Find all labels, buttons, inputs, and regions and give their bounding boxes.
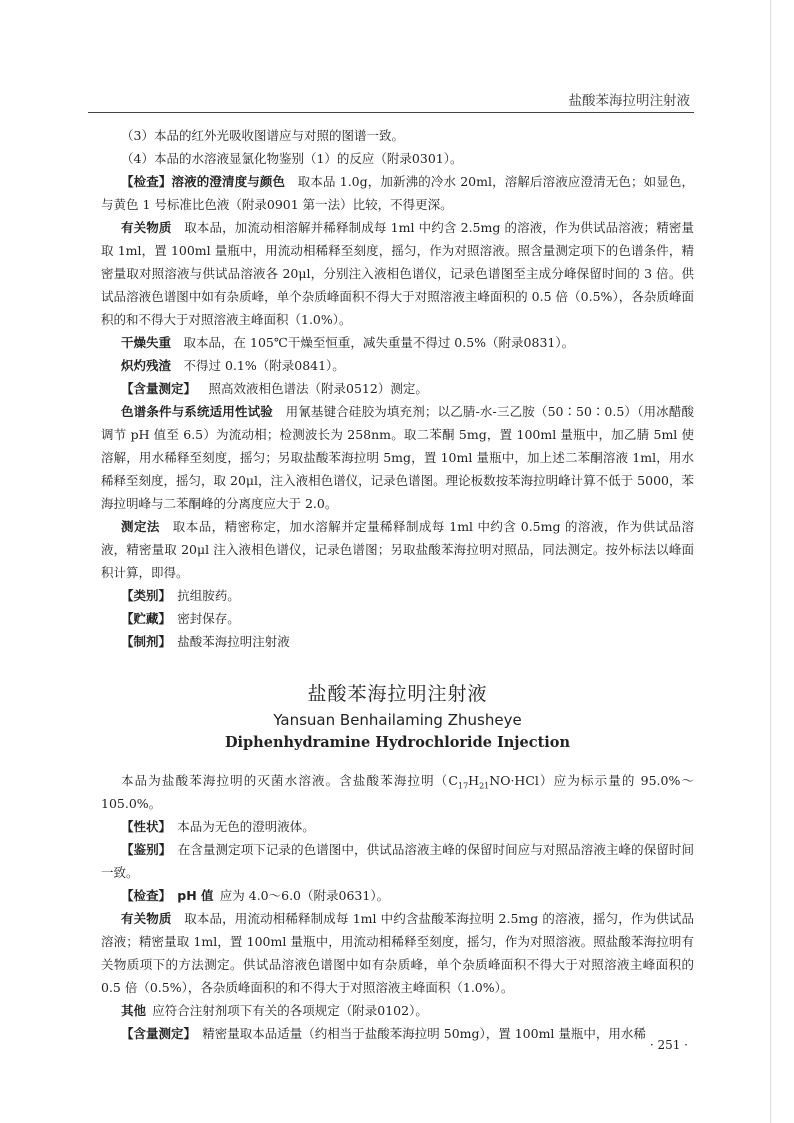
- residue-on-ignition-paragraph: [101, 354, 694, 377]
- method-text: 取本品，精密称定，加水溶解并定量稀释制成每 1ml 中约含 0.5mg 的溶液，作为供试品溶液，精密量取 20μl 注入液相色谱仪，记录色谱图；另取盐酸苯海拉明对照品，同法测定。按外标法以峰面积计算，即得。: [101, 519, 694, 580]
- check-clarity-paragraph: [101, 170, 694, 216]
- dry-heading: 干燥失重: [121, 335, 172, 350]
- monograph-title-chinese: 盐酸苯海拉明注射液: [307, 683, 488, 705]
- ph-paragraph: [101, 884, 694, 907]
- clarity-text: 取本品 1.0g，加新沸的冷水 20ml，溶解后溶液应澄清无色；如显色，与黄色 1 号标准比色液（附录0901 第一法）比较，不得更深。: [101, 174, 694, 212]
- monograph-title-pinyin: Yansuan Benhailaming Zhusheye: [273, 711, 522, 729]
- identification-text: 在含量测定项下记录的色谱图中，供试品溶液主峰的保留时间应与对照品溶液主峰的保留时间一致。: [101, 842, 694, 880]
- section-label-assay-2: 【含量测定】: [121, 1026, 197, 1041]
- storage-paragraph: [101, 607, 694, 630]
- category-text: 抗组胺药。: [177, 588, 240, 603]
- ir-identification-line: （3）本品的红外光吸收图谱应与对照的图谱一致。: [121, 128, 404, 143]
- conditions-text: 用氰基键合硅胶为填充剂；以乙腈-水-三乙胺（50∶50∶0.5）（用冰醋酸调节 pH 值至 6.5）为流动相；检测波长为 258nm。取二苯酮 5mg，置 100ml 量瓶中，加乙腈 5ml 使溶解，用水稀释至刻度，摇匀；另取盐酸苯海拉明 5mg，置 10ml 量瓶中，加上述二苯酮溶液 1ml，用水稀释至刻度，摇匀，取 20μl，注入液相色谱仪，记录色谱图。理论板数按苯海拉明峰计算不低于 5000，苯海拉明峰与二苯酮峰的分离度应大于 2.0。: [101, 404, 694, 511]
- assay-paragraph-2: [101, 1022, 694, 1045]
- section-label-storage: 【贮藏】: [121, 611, 172, 626]
- formula-h-letter: H: [468, 773, 480, 788]
- related-text: 取本品，加流动相溶解并稀释制成每 1ml 中约含 2.5mg 的溶液，作为供试品溶液；精密量取 1ml，置 100ml 量瓶中，用流动相稀释至刻度，摇匀，作为对照溶液。照含量测定项下的色谱条件，精密量取对照溶液与供试品溶液各 20μl，分别注入液相色谱仪，记录色谱图至主成分峰保留时间的 3 倍。供试品溶液色谱图中如有杂质峰，单个杂质峰面积不得大于对照溶液主峰面积的 0.5 倍（0.5%），各杂质峰面积的和不得大于对照溶液主峰面积（1.0%）。: [101, 220, 694, 327]
- monograph-title-block: [101, 679, 694, 755]
- section-label-check: 【检查】: [121, 174, 172, 189]
- related-text-2: 取本品，用流动相稀释制成每 1ml 中约含盐酸苯海拉明 2.5mg 的溶液，摇匀，作为供试品溶液；精密量取 1ml，置 100ml 量瓶中，用流动相稀释至刻度，摇匀，作为对照溶液。照盐酸苯海拉明有关物质项下的方法测定。供试品溶液色谱图中如有杂质峰，单个杂质峰面积不得大于对照溶液主峰面积的 0.5 倍（0.5%），各杂质峰面积的和不得大于对照溶液主峰面积（1.0%）。: [101, 911, 694, 995]
- other-paragraph: [101, 999, 694, 1022]
- clarity-heading: 溶液的澄清度与颜色: [171, 174, 286, 189]
- section-label-character: 【性状】: [121, 819, 172, 834]
- character-text: 本品为无色的澄明液体。: [177, 819, 315, 834]
- ash-heading: 炽灼残渣: [121, 358, 172, 373]
- formula-h-count: 21: [479, 781, 490, 791]
- character-paragraph: [101, 815, 694, 838]
- formula-c-count: 17: [457, 781, 469, 791]
- assay-text-2: 精密量取本品适量（约相当于盐酸苯海拉明 50mg），置 100ml 量瓶中，用水稀: [202, 1026, 646, 1041]
- loss-on-drying-paragraph: [101, 331, 694, 354]
- ash-text: 不得过 0.1%（附录0841）。: [183, 358, 345, 373]
- conditions-heading: 色谱条件与系统适用性试验: [121, 404, 273, 419]
- section-label-assay: 【含量测定】: [121, 381, 197, 396]
- related-substances-paragraph: [101, 216, 694, 331]
- related-heading-2: 有关物质: [121, 911, 172, 926]
- preparation-paragraph: [101, 630, 694, 653]
- related-heading: 有关物质: [121, 220, 172, 235]
- chromatographic-conditions-paragraph: [101, 400, 694, 515]
- category-paragraph: [101, 584, 694, 607]
- method-heading: 测定法: [121, 519, 160, 534]
- storage-text: 密封保存。: [177, 611, 240, 626]
- monograph-title-english: Diphenhydramine Hydrochloride Injection: [224, 734, 571, 751]
- related-substances-paragraph-2: [101, 907, 694, 999]
- ph-text: 应为 4.0～6.0（附录0631）。: [219, 888, 390, 903]
- page-edge-line: [770, 0, 771, 1123]
- intro-text-b: NO·HCl）应为标示量的 95.0%～105.0%。: [101, 773, 694, 811]
- chloride-identification-line: （4）本品的水溶液显氯化物鉴别（1）的反应（附录0301）。: [121, 151, 463, 166]
- ph-heading: pH 值: [177, 888, 214, 903]
- other-text: 应符合注射剂项下有关的各项规定（附录0102）。: [152, 1003, 428, 1018]
- monograph-intro-paragraph: [101, 769, 694, 815]
- other-heading: 其他: [121, 1003, 147, 1018]
- intro-text-a: 本品为盐酸苯海拉明的灭菌水溶液。含盐酸苯海拉明（C: [121, 773, 458, 788]
- preparation-text: 盐酸苯海拉明注射液: [177, 634, 290, 649]
- running-header: [88, 88, 694, 113]
- assay-text: 照高效液相色谱法（附录0512）测定。: [208, 381, 428, 396]
- page-content: [101, 124, 694, 1045]
- page-number: · 251 ·: [649, 1038, 688, 1052]
- dry-text: 取本品，在 105℃干燥至恒重，减失重量不得过 0.5%（附录0831）。: [183, 335, 575, 350]
- identification-paragraph: [101, 838, 694, 884]
- header-title: 盐酸苯海拉明注射液: [568, 93, 690, 109]
- assay-paragraph: [101, 377, 694, 400]
- section-label-category: 【类别】: [121, 588, 172, 603]
- determination-paragraph: [101, 515, 694, 584]
- section-label-check-2: 【检查】: [121, 888, 172, 903]
- section-label-identification: 【鉴别】: [121, 842, 172, 857]
- section-label-preparation: 【制剂】: [121, 634, 172, 649]
